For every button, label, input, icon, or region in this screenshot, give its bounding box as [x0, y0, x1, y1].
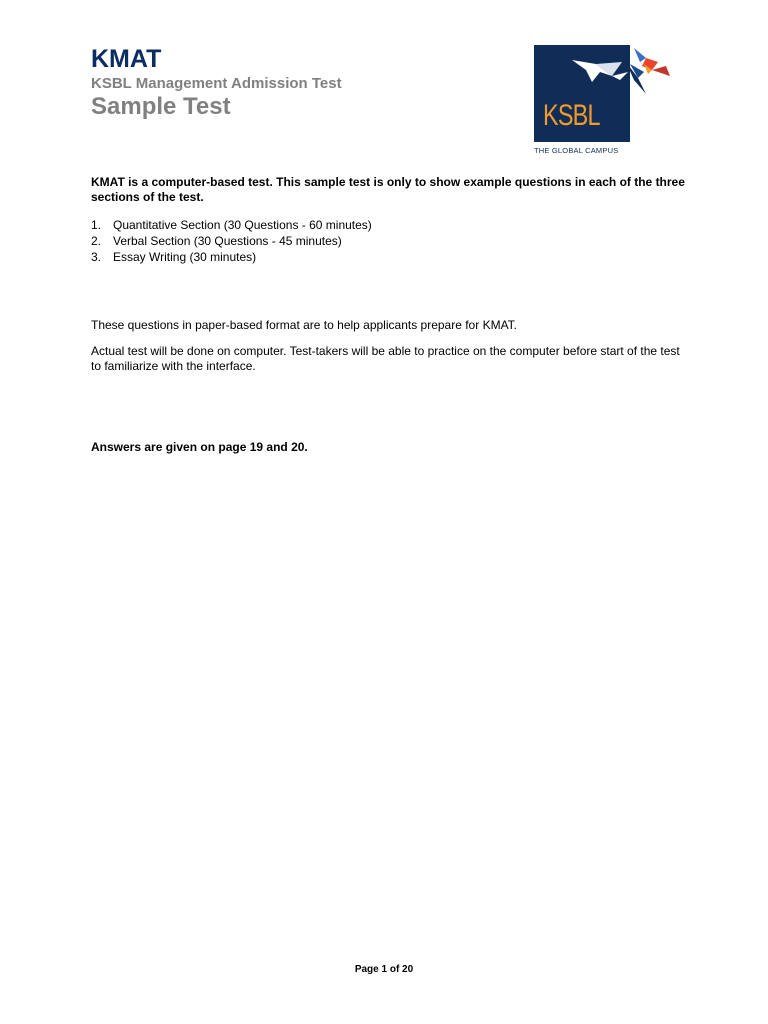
logo-tagline: THE GLOBAL CAMPUS [534, 146, 619, 155]
doc-title: KMAT [91, 45, 162, 73]
paragraph-paper-format: These questions in paper-based format are to help applicants prepare for KMAT. [91, 318, 518, 332]
list-item-label: Quantitative Section (30 Questions - 60 minutes) [113, 218, 372, 232]
intro-text: KMAT is a computer-based test. This sample test is only to show example questions in each of the three sections of the test. [91, 175, 685, 204]
origami-birds-icon [534, 42, 674, 102]
list-item-number: 2. [91, 234, 102, 248]
paragraph-computer-test: Actual test will be done on computer. Test-takers will be able to practice on the computer before start of the test to familiarize with the interface. [91, 344, 680, 373]
sections-list [91, 217, 372, 265]
list-item-number: 3. [91, 250, 102, 264]
list-item [91, 233, 372, 249]
list-item [91, 249, 372, 265]
doc-heading: Sample Test [91, 93, 231, 120]
list-item [91, 217, 372, 233]
answers-note: Answers are given on page 19 and 20. [91, 440, 308, 454]
list-item-label: Essay Writing (30 minutes) [113, 250, 257, 264]
page-number: Page 1 of 20 [354, 964, 414, 975]
list-item-label: Verbal Section (30 Questions - 45 minutes) [113, 234, 342, 248]
logo-text: KSBL [543, 99, 600, 132]
doc-subtitle: KSBL Management Admission Test [91, 75, 342, 92]
header [91, 44, 342, 121]
list-item-number: 1. [91, 218, 102, 232]
